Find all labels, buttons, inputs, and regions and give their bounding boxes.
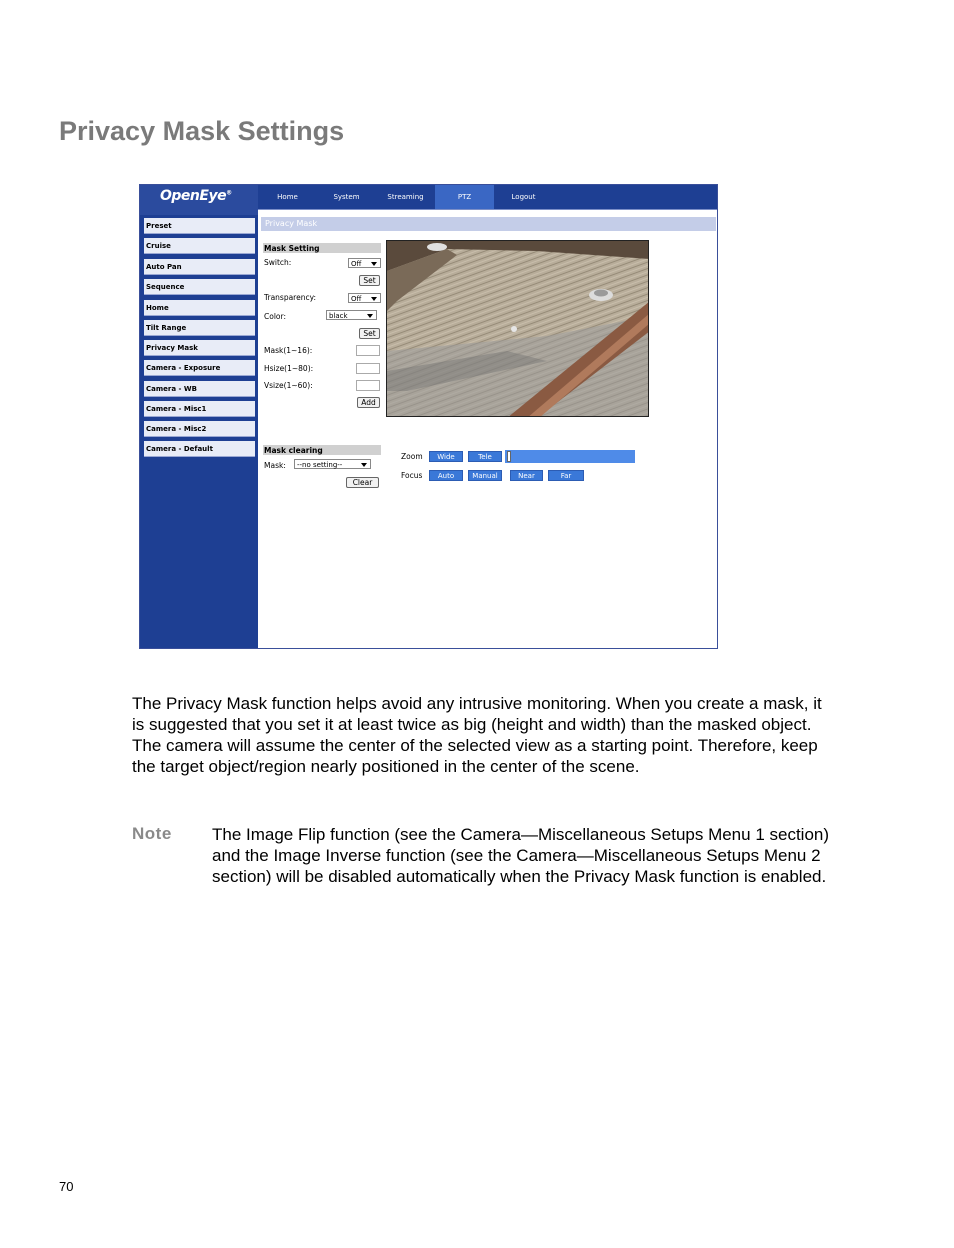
page-title: Privacy Mask Settings: [59, 116, 345, 146]
sidebar-item-camera-misc2[interactable]: Camera - Misc2: [144, 421, 255, 437]
focus-near-button[interactable]: Near: [510, 470, 543, 481]
sidebar-item-camera-wb[interactable]: Camera - WB: [144, 381, 255, 397]
sidebar-item-home[interactable]: Home: [144, 300, 255, 316]
sidebar-item-camera-exposure[interactable]: Camera - Exposure: [144, 360, 255, 376]
clear-mask-label: Mask:: [264, 461, 286, 470]
chevron-down-icon: [361, 463, 367, 467]
color-label: Color:: [264, 312, 286, 321]
add-mask-button[interactable]: Add: [357, 397, 380, 408]
note-text: The Image Flip function (see the Camera—Miscellaneous Setups Menu 1 section) and the Image Inverse function (see the Camera—Miscellaneous Setups Menu 2 section) will be disabled automatically when the Privacy Mask function is enabled.: [212, 825, 830, 886]
clear-mask-select[interactable]: --no setting--: [294, 459, 371, 469]
page-number: 70: [59, 1179, 74, 1194]
mask-setting-heading: Mask Setting: [263, 243, 381, 253]
zoom-label: Zoom: [401, 452, 423, 461]
transparency-select[interactable]: Off: [348, 293, 381, 303]
zoom-wide-button[interactable]: Wide: [429, 451, 463, 462]
vsize-label: Vsize(1~60):: [264, 381, 313, 390]
top-nav: [258, 185, 553, 209]
clear-button[interactable]: Clear: [346, 477, 379, 488]
chevron-down-icon: [371, 297, 377, 301]
switch-select[interactable]: Off: [348, 258, 381, 268]
nav-ptz[interactable]: PTZ: [435, 185, 494, 209]
focus-manual-button[interactable]: Manual: [468, 470, 502, 481]
nav-logout[interactable]: Logout: [511, 193, 536, 201]
zoom-tele-button[interactable]: Tele: [468, 451, 502, 462]
nav-home[interactable]: Home: [277, 193, 298, 201]
zoom-slider-handle[interactable]: [507, 451, 511, 462]
hsize-label: Hsize(1~80):: [264, 364, 314, 373]
panel-title: Privacy Mask: [261, 217, 716, 231]
sidebar-item-camera-misc1[interactable]: Camera - Misc1: [144, 401, 255, 417]
hsize-input[interactable]: [356, 363, 380, 374]
focus-far-button[interactable]: Far: [548, 470, 584, 481]
content-panel: [259, 213, 717, 648]
switch-label: Switch:: [264, 258, 292, 267]
mask-number-input[interactable]: [356, 345, 380, 356]
sidebar-item-auto-pan[interactable]: Auto Pan: [144, 259, 255, 275]
sidebar-item-sequence[interactable]: Sequence: [144, 279, 255, 295]
focus-auto-button[interactable]: Auto: [429, 470, 463, 481]
sidebar-item-tilt-range[interactable]: Tilt Range: [144, 320, 255, 336]
chevron-down-icon: [367, 314, 373, 318]
mask-clearing-heading: Mask clearing: [263, 445, 381, 455]
zoom-slider[interactable]: [505, 450, 635, 463]
transparency-label: Transparency:: [264, 293, 317, 302]
sidebar: [140, 215, 258, 648]
camera-view[interactable]: [386, 240, 649, 417]
ui-screenshot: [139, 184, 718, 649]
camera-feed-image: [387, 241, 649, 417]
focus-label: Focus: [401, 471, 423, 480]
set-switch-button[interactable]: Set: [359, 275, 380, 286]
mask-number-label: Mask(1~16):: [264, 346, 313, 355]
vsize-input[interactable]: [356, 380, 380, 391]
nav-system[interactable]: System: [333, 193, 360, 201]
logo-panel: [140, 185, 258, 215]
openeye-logo: OpenEye®: [160, 188, 232, 204]
color-select[interactable]: black: [326, 310, 377, 320]
set-color-button[interactable]: Set: [359, 328, 380, 339]
sidebar-item-privacy-mask[interactable]: Privacy Mask: [144, 340, 255, 356]
chevron-down-icon: [371, 262, 377, 266]
sidebar-item-cruise[interactable]: Cruise: [144, 238, 255, 254]
note-label: Note: [132, 824, 172, 843]
body-paragraph: The Privacy Mask function helps avoid any intrusive monitoring. When you create a mask, it is suggested that you set it at least twice as big (height and width) than the masked object. The camera will assume the center of the selected view as a starting point. Therefore, keep the target object/region nearly positioned in the center of the scene.: [132, 694, 822, 776]
sidebar-item-preset[interactable]: Preset: [144, 218, 255, 234]
nav-streaming[interactable]: Streaming: [387, 193, 424, 201]
sidebar-item-camera-default[interactable]: Camera - Default: [144, 441, 255, 457]
